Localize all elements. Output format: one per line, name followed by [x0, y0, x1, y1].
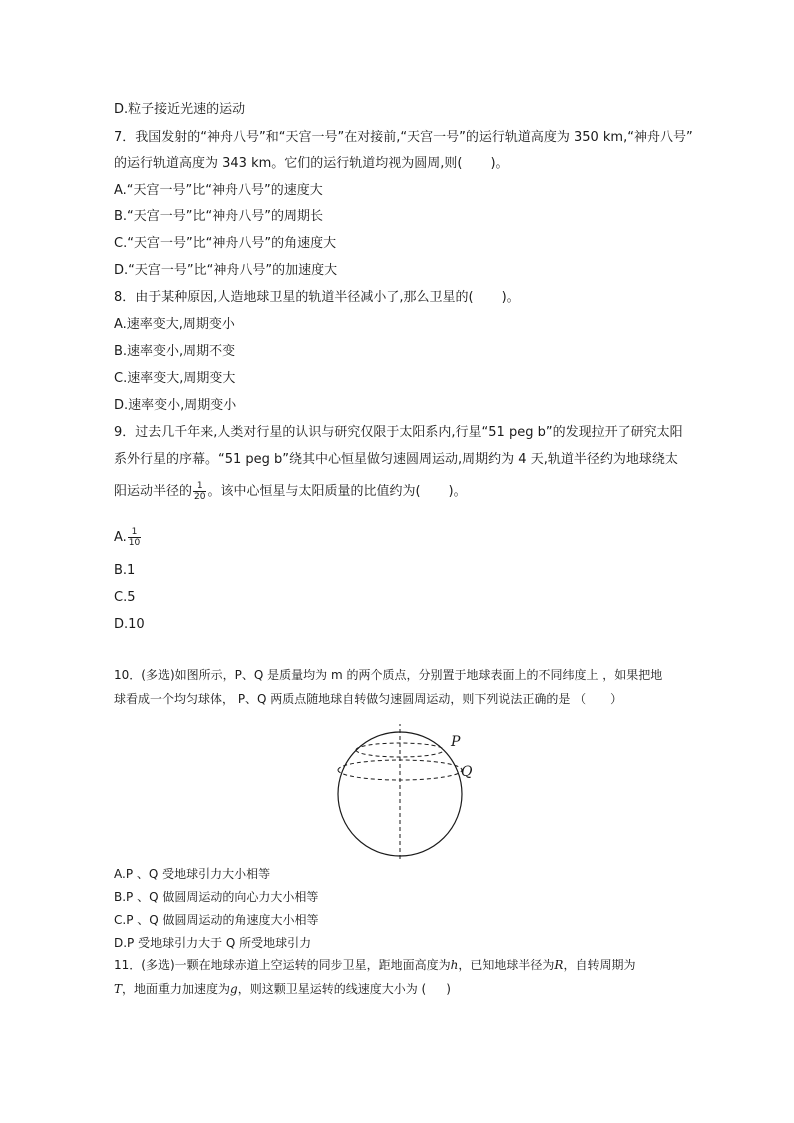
q9-option-d: D.10 — [114, 617, 145, 632]
q8-option-d: D.速率变小,周期变小 — [114, 398, 237, 413]
q9-option-a-label: A. — [114, 530, 127, 545]
q8-stem-end: )。 — [501, 290, 520, 305]
q10-option-d: D.P 受地球引力大于 Q 所受地球引力 — [114, 936, 312, 950]
q11-stem-line2 — [114, 979, 451, 999]
q11-text-1: 11．(多选)一颗在地球赤道上空运转的同步卫星，距地面高度为 — [114, 958, 451, 972]
q8-option-a: A.速率变大,周期变小 — [114, 317, 235, 332]
q7-option-a: A.“天宫一号”比“神舟八号”的速度大 — [114, 183, 323, 198]
q7-option-c: C.“天宫一号”比“神舟八号”的角速度大 — [114, 236, 337, 251]
q11-stem-line1 — [114, 955, 635, 975]
q10-stem-line1: 10．(多选)如图所示，P、Q 是质量均为 m 的两个质点，分别置于地球表面上的不同纬度上 ，如果把地 — [114, 668, 663, 682]
fraction-numerator: 1 — [193, 481, 206, 492]
q7-option-b: B.“天宫一号”比“神舟八号”的周期长 — [114, 209, 323, 224]
q8-option-c: C.速率变大,周期变大 — [114, 371, 236, 386]
earth-diagram — [330, 724, 490, 864]
q11-text-3: ，自转周期为 — [563, 958, 636, 972]
q9-option-a — [114, 527, 142, 548]
var-g: g — [230, 982, 238, 996]
q9-stem-text-2: 。该中心恒星与太阳质量的比值约为( — [207, 484, 421, 499]
var-h: h — [450, 958, 459, 972]
point-p-label: P — [451, 734, 461, 750]
q11-text-4: ，地面重力加速度为 — [122, 982, 231, 996]
q9-stem-text: 阳运动半径的 — [114, 484, 193, 499]
q8-option-b: B.速率变小,周期不变 — [114, 344, 236, 359]
q7-option-d: D.“天宫一号”比“神舟八号”的加速度大 — [114, 263, 338, 278]
q8-stem-text: 8．由于某种原因,人造地球卫星的轨道半径减小了,那么卫星的( — [114, 290, 474, 305]
q10-option-c: C.P 、Q 做圆周运动的角速度大小相等 — [114, 913, 319, 927]
q10-option-a: A.P 、Q 受地球引力大小相等 — [114, 867, 271, 881]
q10-option-b: B.P 、Q 做圆周运动的向心力大小相等 — [114, 890, 319, 904]
q9-stem-line3 — [114, 481, 467, 502]
q11-text-2: ，已知地球半径为 — [458, 958, 555, 972]
var-t: T — [114, 982, 123, 996]
q7-stem-text: 的运行轨道高度为 343 km。它们的运行轨道均视为圆周,则( — [114, 156, 463, 171]
q7-stem-line1: 7．我国发射的“神舟八号”和“天宫一号”在对接前,“天宫一号”的运行轨道高度为 350 km,“神舟八号” — [114, 130, 693, 145]
fraction-denominator: 20 — [194, 492, 206, 502]
q8-stem — [114, 288, 520, 308]
q10-stem-line2: 球看成一个均匀球体， P、Q 两质点随地球自转做匀速圆周运动，则下列说法正确的是 （ ） — [114, 692, 623, 706]
point-q-label: Q — [461, 764, 473, 780]
q9-stem-line1: 9．过去几千年来,人类对行星的认识与研究仅限于太阳系内,行星“51 peg b”的发现拉开了研究太阳 — [114, 425, 683, 440]
q11-text-5: ，则这颗卫星运转的线速度大小为 ( — [237, 982, 427, 996]
q9-fraction — [193, 481, 206, 502]
q6-option-d: D.粒子接近光速的运动 — [114, 102, 246, 117]
var-r: R — [554, 958, 564, 972]
q9-stem-line2: 系外行星的序幕。“51 peg b”绕其中心恒星做匀速圆周运动,周期约为 4 天,轨道半径约为地球绕太 — [114, 452, 678, 467]
fraction-denominator: 10 — [128, 538, 141, 548]
q9-stem-end: )。 — [448, 484, 467, 499]
q11-text-6: ) — [446, 982, 451, 996]
q9-option-a-fraction — [128, 527, 141, 548]
fraction-numerator: 1 — [128, 527, 141, 538]
q7-stem-end: )。 — [490, 156, 509, 171]
q7-stem-line2 — [114, 154, 509, 174]
q9-option-b: B.1 — [114, 563, 136, 578]
q9-option-c: C.5 — [114, 590, 136, 605]
